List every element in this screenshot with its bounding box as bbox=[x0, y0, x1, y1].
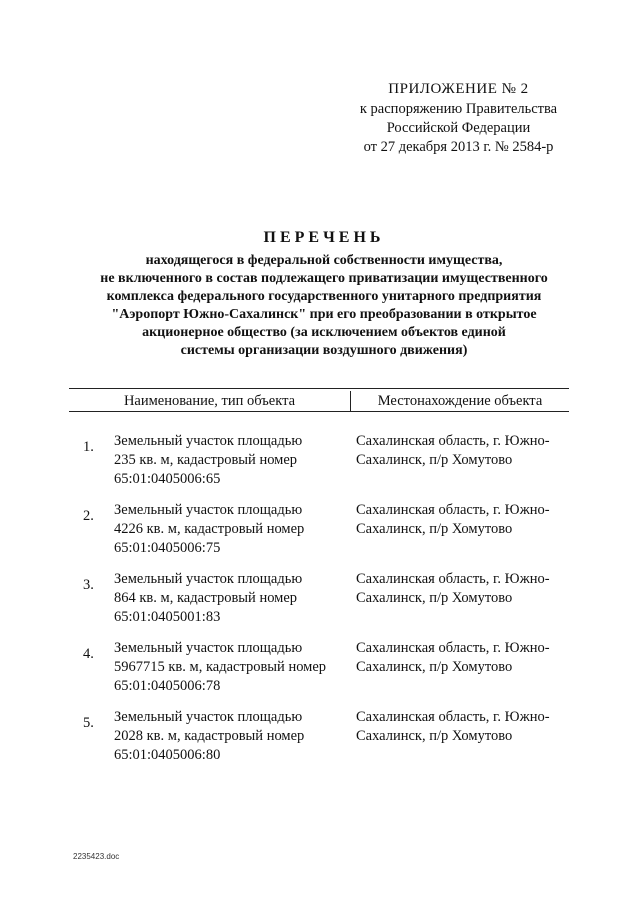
header-location: Местонахождение объекта bbox=[377, 393, 543, 409]
document-heading: ПЕРЕЧЕНЬ bbox=[263, 229, 385, 246]
subtitle-line-5: акционерное общество (за исключением объектов единой bbox=[142, 325, 506, 340]
row-location-line: Сахалинск, п/р Хомутово bbox=[356, 590, 513, 606]
row-location-line: Сахалинск, п/р Хомутово bbox=[356, 728, 513, 744]
table-row bbox=[69, 501, 629, 570]
row-location-line: Сахалинская область, г. Южно- bbox=[356, 571, 550, 587]
annex-line-2: Российской Федерации bbox=[386, 120, 531, 136]
row-location-line: Сахалинск, п/р Хомутово bbox=[356, 659, 513, 675]
row-name-line: Земельный участок площадью bbox=[114, 502, 303, 518]
row-name-line: Земельный участок площадью bbox=[114, 571, 303, 587]
row-number: 1. bbox=[83, 439, 94, 455]
row-location-line: Сахалинск, п/р Хомутово bbox=[356, 521, 513, 537]
table-header bbox=[69, 389, 569, 412]
row-location bbox=[356, 432, 576, 470]
subtitle-line-6: системы организации воздушного движения) bbox=[180, 343, 468, 358]
row-name-line: 2028 кв. м, кадастровый номер bbox=[114, 728, 305, 744]
property-table bbox=[69, 388, 569, 763]
row-name-line: Земельный участок площадью bbox=[114, 709, 303, 725]
table-row bbox=[69, 432, 629, 501]
row-name-line: 65:01:0405006:78 bbox=[114, 678, 221, 694]
title-block bbox=[60, 229, 588, 360]
row-location-line: Сахалинская область, г. Южно- bbox=[356, 640, 550, 656]
row-number: 5. bbox=[83, 715, 94, 731]
row-number: 4. bbox=[83, 646, 94, 662]
annex-title: ПРИЛОЖЕНИЕ № 2 bbox=[388, 81, 529, 97]
row-location bbox=[356, 708, 576, 746]
subtitle-line-2: не включенного в состав подлежащего приватизации имущественного bbox=[100, 271, 548, 286]
table-row bbox=[69, 708, 629, 777]
subtitle-line-3: комплекса федерального государственного унитарного предприятия bbox=[106, 289, 542, 304]
row-location-line: Сахалинская область, г. Южно- bbox=[356, 433, 550, 449]
row-name-line: 4226 кв. м, кадастровый номер bbox=[114, 521, 305, 537]
footer-file-name: 2235423.doc bbox=[73, 852, 120, 861]
row-name bbox=[114, 501, 349, 558]
row-location-line: Сахалинская область, г. Южно- bbox=[356, 502, 550, 518]
subtitle-line-4: "Аэропорт Южно-Сахалинск" при его преобразовании в открытое bbox=[111, 307, 537, 322]
row-name bbox=[114, 708, 349, 765]
row-location-line: Сахалинск, п/р Хомутово bbox=[356, 452, 513, 468]
row-name bbox=[114, 432, 349, 489]
row-number: 2. bbox=[83, 508, 94, 524]
row-location bbox=[356, 639, 576, 677]
row-name-line: Земельный участок площадью bbox=[114, 433, 303, 449]
row-location-line: Сахалинская область, г. Южно- bbox=[356, 709, 550, 725]
row-location bbox=[356, 570, 576, 608]
row-name-line: Земельный участок площадью bbox=[114, 640, 303, 656]
annex-line-3: от 27 декабря 2013 г. № 2584-р bbox=[363, 139, 554, 155]
row-name-line: 65:01:0405006:80 bbox=[114, 747, 221, 763]
row-name-line: 235 кв. м, кадастровый номер bbox=[114, 452, 298, 468]
row-location bbox=[356, 501, 576, 539]
table-row bbox=[69, 639, 629, 708]
row-number: 3. bbox=[83, 577, 94, 593]
row-name bbox=[114, 639, 349, 696]
annex-block bbox=[336, 80, 581, 157]
annex-line-1: к распоряжению Правительства bbox=[359, 101, 558, 117]
header-name: Наименование, тип объекта bbox=[123, 393, 296, 409]
subtitle-line-1: находящегося в федеральной собственности имущества, bbox=[145, 253, 503, 268]
row-name-line: 65:01:0405001:83 bbox=[114, 609, 221, 625]
row-name-line: 864 кв. м, кадастровый номер bbox=[114, 590, 298, 606]
document-subtitle bbox=[74, 252, 574, 360]
table-body bbox=[69, 432, 629, 777]
row-name-line: 65:01:0405006:75 bbox=[114, 540, 221, 556]
row-name bbox=[114, 570, 349, 627]
row-name-line: 5967715 кв. м, кадастровый номер bbox=[114, 659, 327, 675]
table-row bbox=[69, 570, 629, 639]
row-name-line: 65:01:0405006:65 bbox=[114, 471, 221, 487]
